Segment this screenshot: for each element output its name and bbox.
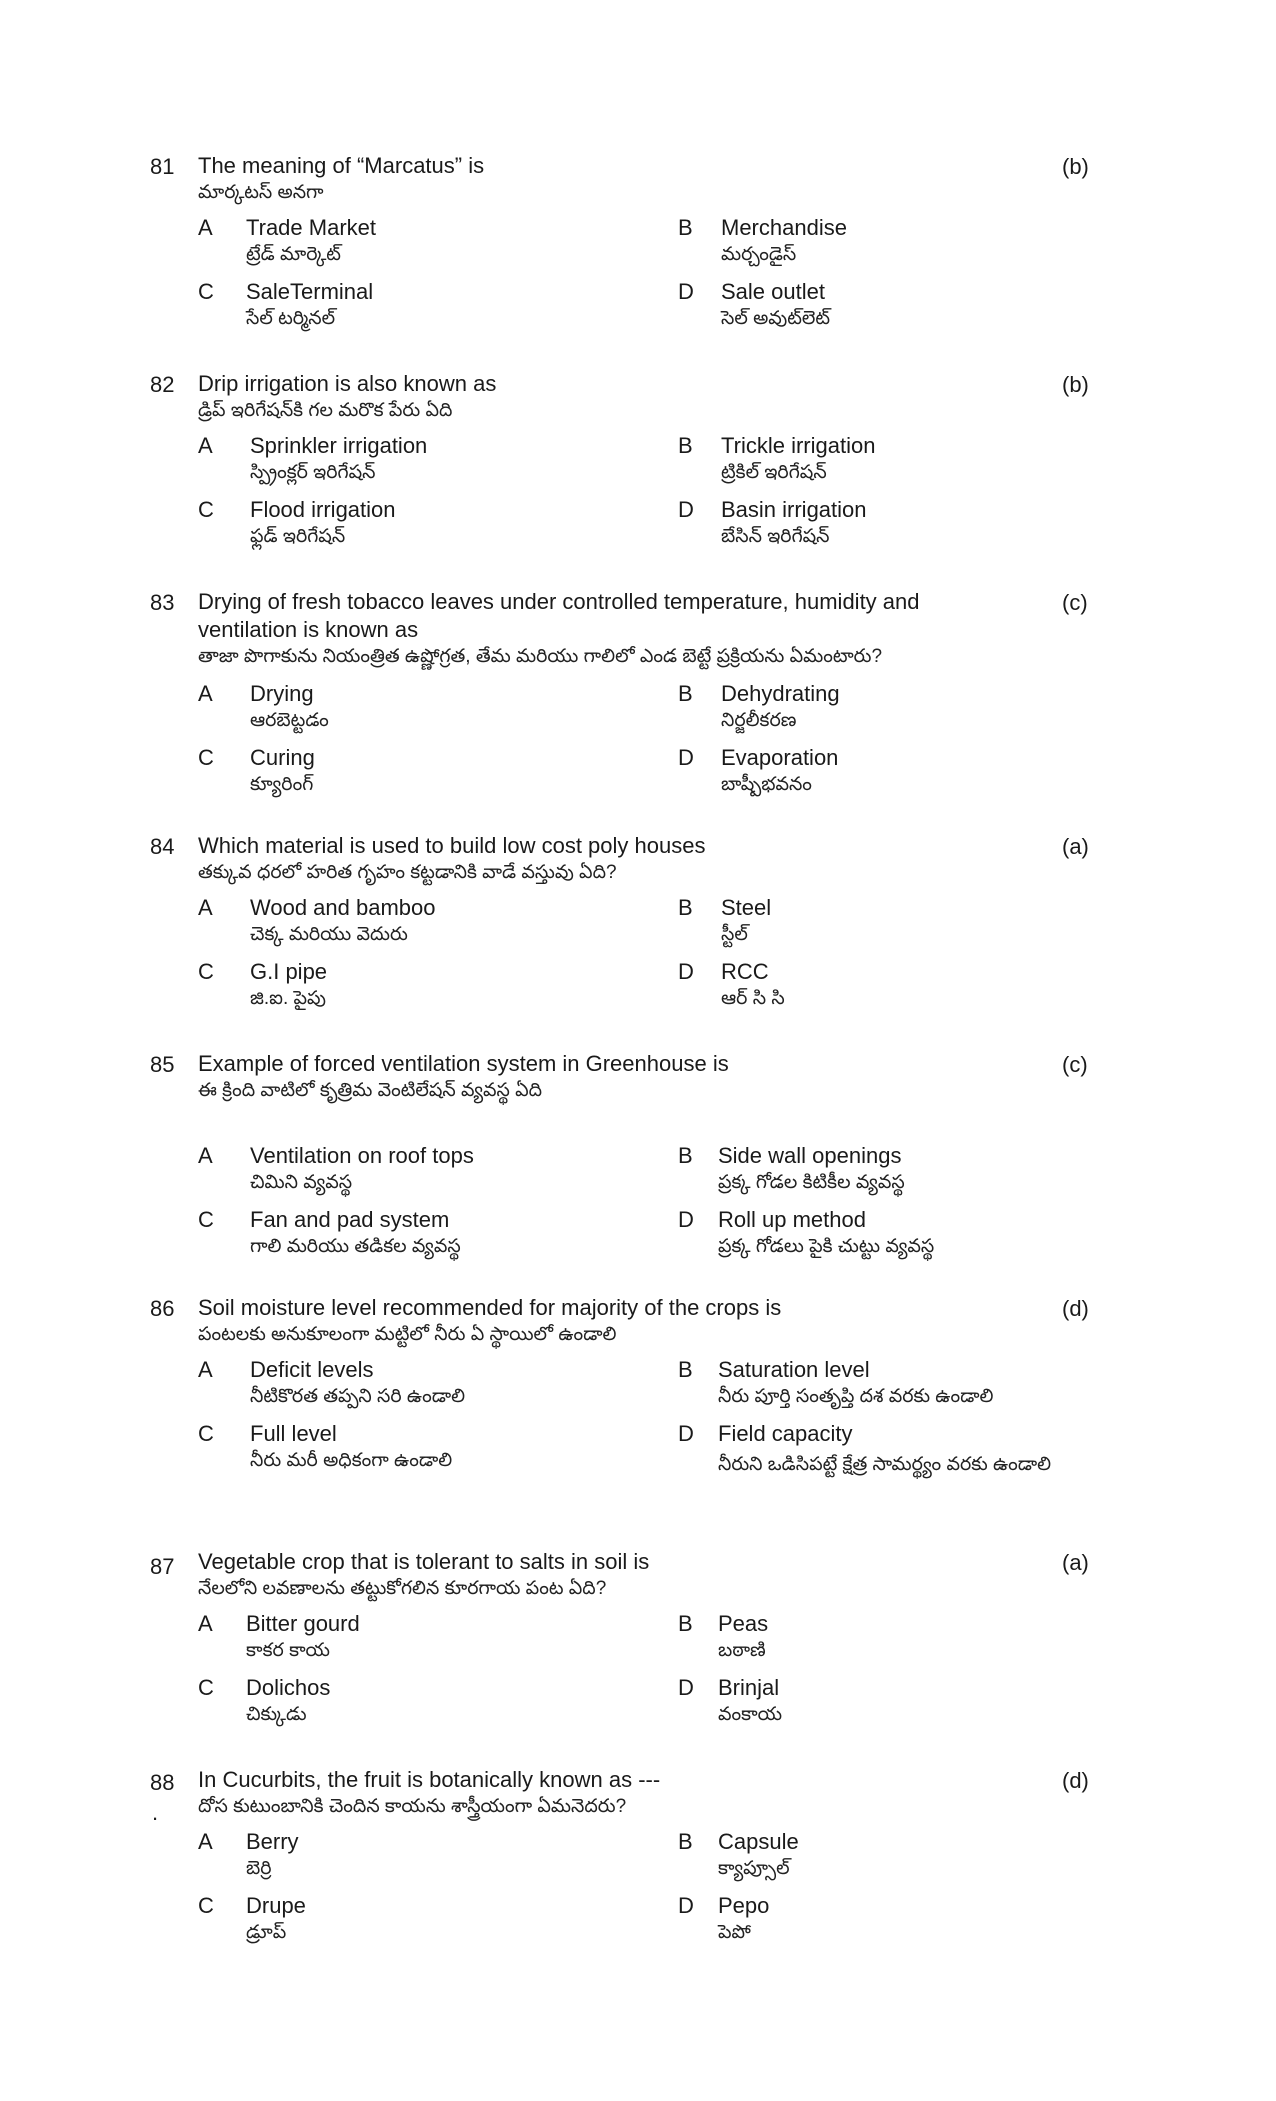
question-text-english: Drip irrigation is also known as	[198, 371, 497, 396]
option-text-english: Evaporation	[721, 745, 839, 770]
option-text-english: Dehydrating	[721, 681, 840, 706]
option-text-telugu: వంకాయ	[718, 1704, 783, 1725]
option-letter: D	[678, 1893, 694, 1918]
option-text-telugu: బాష్పీభవనం	[721, 774, 812, 795]
question-text-telugu: దోస కుటుంబానికి చెందిన కాయను శాస్త్రీయంగా ఏమనెదరు?	[198, 1796, 627, 1817]
option-text-telugu: డ్రూప్	[246, 1922, 287, 1943]
option-letter: D	[678, 1421, 694, 1446]
option-letter: C	[198, 279, 214, 304]
option-letter: D	[678, 497, 694, 522]
option-text-english: Dolichos	[246, 1675, 331, 1700]
question-number: 83	[150, 590, 175, 615]
option-text-english: Basin irrigation	[721, 497, 867, 522]
option-letter: A	[198, 1829, 213, 1854]
question-text-english: Which material is used to build low cost poly houses	[198, 833, 706, 858]
option-text-telugu: క్యాప్సూల్	[718, 1858, 790, 1879]
answer-key: (a)	[1062, 834, 1089, 859]
option-text-english: Steel	[721, 895, 772, 920]
option-text-telugu: నీరు పూర్తి సంతృప్తి దశ వరకు ఉండాలి	[718, 1386, 994, 1407]
option-text-english: Bitter gourd	[246, 1611, 360, 1636]
option-text-english: Trade Market	[246, 215, 377, 240]
option-text-telugu: స్టీల్	[721, 924, 748, 945]
question-number-suffix: .	[152, 1800, 159, 1825]
option-letter: D	[678, 1207, 694, 1232]
option-text-telugu: బెర్రి	[246, 1858, 272, 1879]
question-text-telugu: మార్కటస్ అనగా	[198, 182, 324, 203]
option-text-telugu: ఆరబెట్టడం	[250, 710, 329, 731]
option-text-telugu: నిర్జలీకరణ	[721, 710, 797, 731]
question-text-telugu: డ్రిప్ ఇరిగేషన్‌కి గల మరొక పేరు ఏది	[198, 400, 453, 421]
option-text-english: Trickle irrigation	[721, 433, 876, 458]
option-text-english: Berry	[246, 1829, 299, 1854]
option-text-telugu: స్ప్రింక్లర్ ఇరిగేషన్	[250, 462, 376, 483]
option-letter: B	[678, 1611, 693, 1636]
question-text-telugu: ఈ క్రింది వాటిలో కృత్రిమ వెంటిలేషన్ వ్యవస్థ ఏది	[198, 1080, 543, 1101]
option-text-english: Side wall openings	[718, 1143, 902, 1168]
option-text-english: Fan and pad system	[250, 1207, 450, 1232]
option-text-english: Flood irrigation	[250, 497, 396, 522]
question-text-english: Example of forced ventilation system in Greenhouse is	[198, 1051, 729, 1076]
option-text-telugu: క్యూరింగ్	[250, 774, 314, 795]
answer-key: (d)	[1062, 1296, 1089, 1321]
option-text-english: Wood and bamboo	[250, 895, 436, 920]
option-letter: C	[198, 959, 214, 984]
option-text-english: Deficit levels	[250, 1357, 374, 1382]
option-letter: D	[678, 279, 694, 304]
option-text-telugu: మర్చండైస్	[721, 244, 797, 265]
question-stem	[198, 1294, 1028, 1348]
option-text-telugu: సేల్ టర్మినల్	[246, 308, 336, 329]
question-text-telugu: నేలలోని లవణాలను తట్టుకోగలిన కూరగాయ పంట ఏది?	[198, 1578, 607, 1599]
answer-key: (a)	[1062, 1550, 1089, 1575]
option-text-telugu: బేసిన్ ఇరిగేషన్	[721, 526, 830, 547]
question-text-telugu: తాజా పొగాకును నియంత్రిత ఉష్ణోగ్రత, తేమ మరియు గాలిలో ఎండ బెట్టే ప్రక్రియను ఏమంటారు?	[198, 646, 883, 667]
question-number: 81	[150, 154, 175, 179]
question-stem	[198, 1548, 1028, 1602]
option-text-telugu: నీటికొరత తప్పని సరి ఉండాలి	[250, 1386, 466, 1407]
option-letter: C	[198, 745, 214, 770]
option-text-english: Ventilation on roof tops	[250, 1143, 474, 1168]
question-text-english: Vegetable crop that is tolerant to salts in soil is	[198, 1549, 650, 1574]
question-stem	[198, 1050, 1028, 1104]
option-letter: A	[198, 433, 213, 458]
option-text-english: Brinjal	[718, 1675, 780, 1700]
option-text-telugu: ఫ్లడ్ ఇరిగేషన్	[250, 526, 346, 547]
option-letter: B	[678, 215, 693, 240]
option-text-telugu: ప్రక్క గోడల కిటికీల వ్యవస్థ	[718, 1172, 905, 1193]
option-text-telugu: సెల్ అవుట్‌లెట్	[721, 308, 831, 329]
option-text-english: Peas	[718, 1611, 769, 1636]
option-letter: D	[678, 959, 694, 984]
option-text-english: Pepo	[718, 1893, 770, 1918]
question-text-english: In Cucurbits, the fruit is botanically known as ---	[198, 1767, 661, 1792]
question-text-telugu: తక్కువ ధరలో హరిత గృహం కట్టడానికి వాడే వస్తువు ఏది?	[198, 862, 617, 883]
option-letter: D	[678, 745, 694, 770]
option-letter: B	[678, 681, 693, 706]
question-number: 88	[150, 1770, 175, 1795]
option-text-english: Sprinkler irrigation	[250, 433, 428, 458]
option-text-telugu: ట్రేడ్ మార్కెట్	[246, 244, 341, 265]
option-text-telugu: చెక్క మరియు వెదురు	[250, 924, 408, 945]
question-text-english: Soil moisture level recommended for majority of the crops is	[198, 1295, 782, 1320]
option-letter: B	[678, 433, 693, 458]
question-text-english: The meaning of “Marcatus” is	[198, 153, 485, 178]
option-text-english: Sale outlet	[721, 279, 825, 304]
option-text-telugu: ట్రికిల్ ఇరిగేషన్	[721, 462, 827, 483]
option-text-telugu: పెపో	[718, 1922, 751, 1943]
option-text-english: SaleTerminal	[246, 279, 374, 304]
question-text-telugu: పంటలకు అనుకూలంగా మట్టిలో నీరు ఏ స్థాయిలో ఉండాలి	[198, 1324, 617, 1345]
option-text-telugu: బఠాణి	[718, 1640, 766, 1661]
option-letter: D	[678, 1675, 694, 1700]
option-letter: C	[198, 1421, 214, 1446]
option-text-english: Full level	[250, 1421, 337, 1446]
question-stem	[198, 588, 1018, 670]
option-letter: B	[678, 895, 693, 920]
option-text-telugu: గాలి మరియు తడికల వ్యవస్థ	[250, 1236, 461, 1257]
option-text-telugu: నీరు మరీ అధికంగా ఉండాలి	[250, 1450, 453, 1471]
question-stem	[198, 1766, 1028, 1820]
option-letter: C	[198, 497, 214, 522]
question-number: 82	[150, 372, 175, 397]
option-letter: A	[198, 895, 213, 920]
answer-key: (c)	[1062, 590, 1088, 615]
option-text-english: RCC	[721, 959, 769, 984]
option-letter: A	[198, 1143, 213, 1168]
option-letter: C	[198, 1893, 214, 1918]
option-text-english: Roll up method	[718, 1207, 866, 1232]
option-text-telugu: చిమిని వ్యవస్థ	[250, 1172, 353, 1193]
option-text-english: Capsule	[718, 1829, 799, 1854]
option-letter: B	[678, 1143, 693, 1168]
option-letter: B	[678, 1829, 693, 1854]
answer-key: (c)	[1062, 1052, 1088, 1077]
option-text-telugu: చిక్కుడు	[246, 1704, 307, 1725]
option-text-telugu: ప్రక్క గోడలు పైకి చుట్టు వ్యవస్థ	[718, 1236, 935, 1257]
option-letter: A	[198, 1357, 213, 1382]
question-number: 86	[150, 1296, 175, 1321]
option-text-telugu: కాకర కాయ	[246, 1640, 330, 1661]
option-text-telugu: నీరుని ఒడిసిపట్టే క్షేత్ర సామర్థ్యం వరకు ఉండాలి	[718, 1454, 1052, 1475]
option-letter: B	[678, 1357, 693, 1382]
option-letter: A	[198, 1611, 213, 1636]
question-number: 85	[150, 1052, 175, 1077]
question-text-english: Drying of fresh tobacco leaves under controlled temperature, humidity and ventilation is known as	[198, 589, 920, 642]
question-number: 84	[150, 834, 175, 859]
option-text-english: Curing	[250, 745, 315, 770]
option-text-english: Drupe	[246, 1893, 306, 1918]
option-text-english: G.I pipe	[250, 959, 328, 984]
option-letter: C	[198, 1207, 214, 1232]
option-letter: C	[198, 1675, 214, 1700]
option-text-english: Merchandise	[721, 215, 847, 240]
answer-key: (d)	[1062, 1768, 1089, 1793]
option-text-telugu: ఆర్ సి సి	[721, 988, 785, 1009]
answer-key: (b)	[1062, 372, 1089, 397]
option-letter: A	[198, 215, 213, 240]
question-stem	[198, 370, 1028, 424]
option-text-english: Field capacity	[718, 1421, 853, 1446]
answer-key: (b)	[1062, 154, 1089, 179]
question-stem	[198, 832, 1028, 886]
option-text-english: Drying	[250, 681, 314, 706]
question-stem	[198, 152, 1028, 206]
option-text-english: Saturation level	[718, 1357, 870, 1382]
option-letter: A	[198, 681, 213, 706]
question-number: 87	[150, 1554, 175, 1579]
option-text-telugu: జి.ఐ. పైపు	[250, 988, 327, 1009]
